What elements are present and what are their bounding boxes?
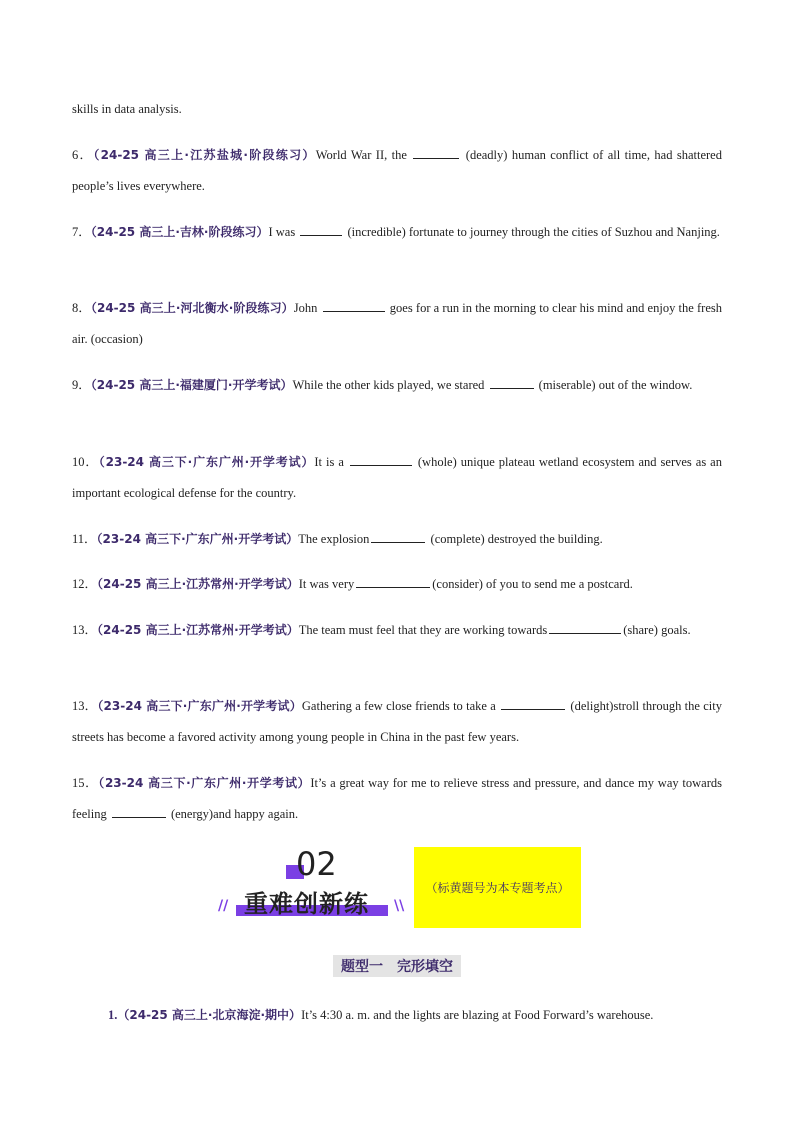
question-number: 12． [72, 577, 98, 591]
question-hint: (deadly) [465, 148, 508, 162]
question-source: （24-25 高三上·北京海淀·期中） [117, 1008, 302, 1022]
question-source: （23-24 高三下·广东广州·开学考试） [98, 776, 311, 790]
question-source: （24-25 高三上·福建厦门·开学考试） [90, 378, 293, 392]
answer-blank[interactable] [112, 805, 166, 818]
question-13b [72, 691, 722, 753]
question-hint: (share) [623, 623, 658, 637]
question-7 [72, 217, 722, 248]
question-type-label: 题型一 [341, 959, 383, 975]
question-hint: (delight) [570, 699, 614, 713]
question-hint: (energy) [170, 807, 214, 821]
answer-blank[interactable] [300, 223, 342, 236]
answer-blank[interactable] [323, 299, 385, 312]
question-number: 10． [72, 455, 99, 469]
answer-blank[interactable] [501, 697, 565, 710]
question-number: 11． [72, 532, 97, 546]
question-8 [72, 293, 722, 355]
question-12 [72, 569, 722, 600]
highlight-note-box [414, 847, 581, 928]
slash-decoration-left: // [218, 898, 229, 914]
question-source: （24-25 高三上·江苏常州·开学考试） [97, 577, 299, 591]
answer-blank[interactable] [549, 621, 621, 634]
question-text-before: John [293, 301, 321, 315]
question-source: （23-24 高三下·广东广州·开学考试） [97, 699, 302, 713]
question-number: 13． [72, 623, 98, 637]
answer-blank[interactable] [371, 530, 425, 543]
answer-blank[interactable] [356, 575, 430, 588]
passage-question-1 [108, 1000, 722, 1031]
question-text-before: I was [268, 225, 299, 239]
question-text-before: It’s a great way for me to relieve stress and pressure, and dance my way towards feeling [72, 776, 722, 821]
question-text-before: World War II, the [315, 148, 412, 162]
question-type-name: 完形填空 [397, 959, 453, 975]
question-hint: (miserable) [538, 378, 596, 392]
section-title: 重难创新练 [244, 890, 369, 918]
slash-decoration-right: \\ [394, 898, 405, 914]
question-hint: (incredible) [347, 225, 406, 239]
question-15 [72, 768, 722, 830]
question-source: （24-25 高三上·河北衡水·阶段练习） [90, 301, 294, 315]
question-type-heading [333, 955, 461, 977]
answer-blank[interactable] [350, 453, 412, 466]
question-text-after: unique plateau wetland ecosystem and serves as an important ecological defense for the country. [72, 455, 722, 500]
section-number: 02 [296, 845, 337, 883]
question-number: 7． [72, 225, 91, 239]
question-number: 15． [72, 776, 99, 790]
continuation-text: skills in data analysis. [72, 102, 182, 116]
question-number: 6． [72, 148, 94, 162]
question-text-after: goes for a run in the morning to clear his mind and enjoy the fresh air. (occasion) [72, 301, 722, 346]
question-13 [72, 615, 722, 646]
question-text-before: Gathering a few close friends to take a [301, 699, 500, 713]
question-source: （24-25 高三上·江苏盐城·阶段练习） [93, 148, 316, 162]
passage-text: It’s 4:30 a. m. and the lights are blazing at Food Forward’s warehouse. [301, 1008, 654, 1022]
question-text-after: out of the window. [595, 378, 693, 392]
question-source: （24-25 高三上·吉林·阶段练习） [90, 225, 269, 239]
question-text-before: It is a [314, 455, 348, 469]
question-6 [72, 140, 722, 202]
question-text-before: While the other kids played, we stared [292, 378, 488, 392]
question-text-after: stroll through the city streets has become a favored activity among young people in China in the past few years. [72, 699, 722, 744]
question-text-before: It was very [298, 577, 355, 591]
continuation-line [72, 94, 722, 125]
answer-blank[interactable] [490, 376, 534, 389]
question-9 [72, 370, 722, 401]
highlight-note: （标黄题号为本专题考点） [425, 881, 570, 895]
question-text-after: and happy again. [213, 807, 299, 821]
question-text-after: fortunate to journey through the cities of Suzhou and Nanjing. [405, 225, 720, 239]
question-10 [72, 447, 722, 509]
question-hint: (complete) [430, 532, 485, 546]
answer-blank[interactable] [413, 146, 459, 159]
question-number: 8． [72, 301, 91, 315]
question-text-before: The explosion [298, 532, 370, 546]
question-text-before: The team must feel that they are working towards [298, 623, 548, 637]
question-text-after: of you to send me a postcard. [482, 577, 633, 591]
question-11 [72, 524, 722, 555]
question-hint: (whole) [417, 455, 457, 469]
question-number: 1. [108, 1008, 118, 1022]
question-source: （24-25 高三上·江苏常州·开学考试） [97, 623, 299, 637]
question-source: （23-24 高三下·广东广州·开学考试） [98, 455, 315, 469]
question-number: 9． [72, 378, 91, 392]
question-text-after: human conflict of all time, had shattered people’s lives everywhere. [72, 148, 722, 193]
question-text-after: goals. [657, 623, 691, 637]
question-hint: (consider) [432, 577, 483, 591]
question-text-after: destroyed the building. [484, 532, 603, 546]
question-source: （23-24 高三下·广东广州·开学考试） [96, 532, 299, 546]
question-number: 13． [72, 699, 98, 713]
